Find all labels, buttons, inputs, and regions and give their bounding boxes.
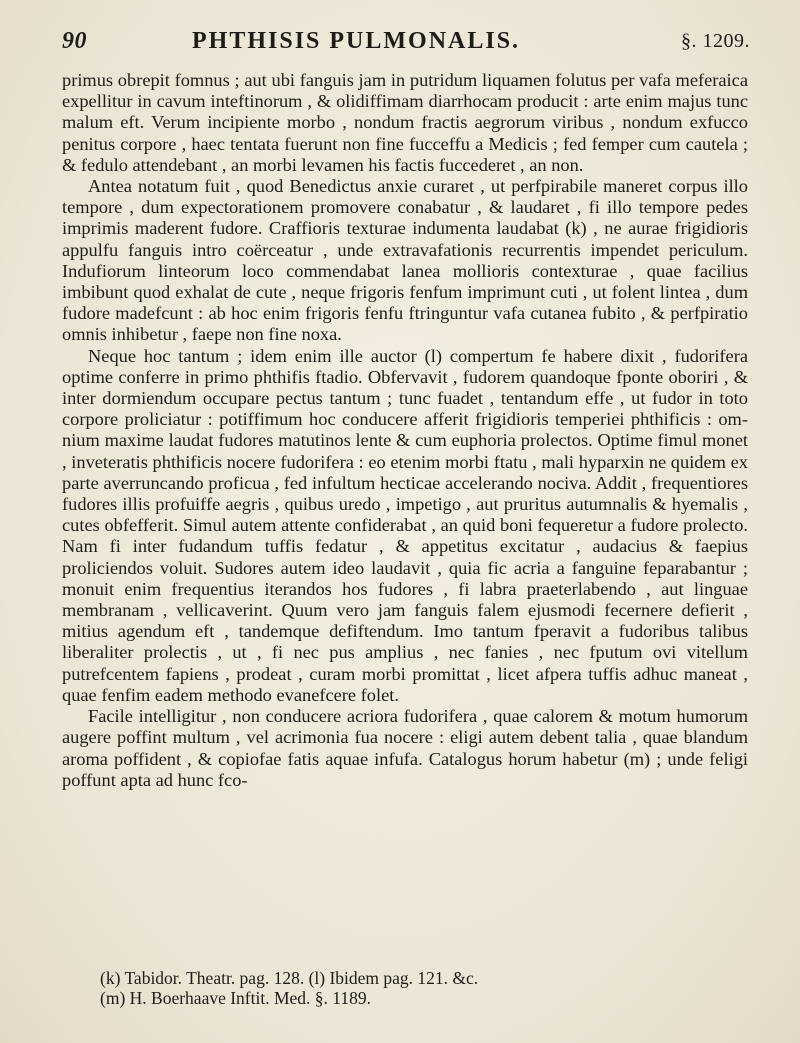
running-title: PHTHISIS PULMONALIS. (192, 28, 521, 54)
footnote: (k) Tabidor. Theatr. pag. 128. (l) Ibidem pag. 121. &c. (100, 968, 479, 988)
paragraph: Facile intelligitur , non conducere acriora fudorifera , quae calorem & motum humorum augere poffint multum , vel acrimonia fua nocere : eligi autem debent talia , quae blandum aroma poffident , & copiofae fatis aquae infufa. Catalogus horum habetur (m) ; unde feligi poffunt apta ad hunc fco- (62, 706, 748, 790)
paragraph: Neque hoc tantum ; idem enim ille auctor (l) compertum fe habere dixit , fudorifera optime conferre in primo phthifis ftadio. Obfervavit , fudorem quandoque fponte oboriri , & inter dormiendum occupare pectus tantum ; tunc fuadet , tentandum effe , ut fudor in toto corpore proliciatur : potiffimum hoc conducere afferit frigidioris temperiei phthificis : omnium maxime laudat fudores matutinos lente & cum euphoria prolectos. Optime fimul monet , inveteratis phthificis nocere fudorifera : eo etenim morbi ftatu , mali hyparxin ne quidem ex parte averruncando proficua , fed infultum hecticae accelerando nociva. Addit , frequentiores fudores illis profuiffe aegris , quibus uredo , impetigo , aut pruritus autumnalis & hyemalis , cutes obfefferit. Simul autem attente confiderabat , an quid boni fequeretur a fudore prolecto. Nam fi inter fudandum tuffis fedatur , & appetitus excitatur , audacius & faepius proliciendos voluit. Sudores autem ideo laudavit , quia fic acria a fanguine feparabantur ; monuit enim frequentius iterandos hos fudores , fi labra praeterlabendo , aut linguae membranam , vellicaverint. Quum vero jam fanguis falem ejusmodi fecernere defierit , mitius agendum eft , tandemque defiftendum. Imo tantum fperavit a fudoribus talibus liberaliter prolectis , ut , fi nec pus amplius , nec fanies , nec fputum ovi vitellum putrefcentem fapiens , prodeat , curam morbi promittat , licet afpera tuffis adhuc maneat , quae fenfim eadem methodo evanefcere folet. (62, 345, 748, 705)
paragraph: Antea notatum fuit , quod Benedictus anxie curaret , ut perfpirabile maneret corpus illo tempore , dum expectorationem promovere conabatur , & laudaret , fi illo tempore pedes imprimis maderent fudore. Craffioris texturae indumenta laudabat (k) , ne aurae frigidioris appulfu fanguis intro coërceatur , unde extravafationis recurrentis impendet periculum. Indufiorum linteorum loco commendabat lanea mollioris contexturae , quae facilius imbibunt quod exhalat de cute , neque frigoris fenfum imprimunt cuti , ut folent lintea , dum fudore madefcunt : ab hoc enim frigoris fenfu ftringuntur vafa cutanea fubito , & perfpiratio omnis inhibetur , faepe non fine noxa. (62, 176, 748, 345)
section-number: §. 1209. (681, 30, 750, 52)
paragraph: primus obrepit fomnus ; aut ubi fanguis jam in putridum liquamen folutus per vafa meferaica expellitur in cavum inteftinorum , & olidiffimam diarrhocam producit : arte enim majus tunc malum eft. Verum incipiente morbo , nondum fractis aegrorum viribus , nondum exfucco penitus corpore , haec tentata fuerunt non fine fucceffu a Medicis ; fed femper cum cautela ; & fedulo attendebant , an morbi levamen his factis fuccederet , an non. (62, 70, 748, 175)
main-text (62, 70, 748, 791)
running-header (62, 28, 750, 60)
page-number: 90 (62, 28, 87, 54)
footnotes (100, 968, 748, 1008)
footnote: (m) H. Boerhaave Inftit. Med. §. 1189. (100, 988, 372, 1008)
